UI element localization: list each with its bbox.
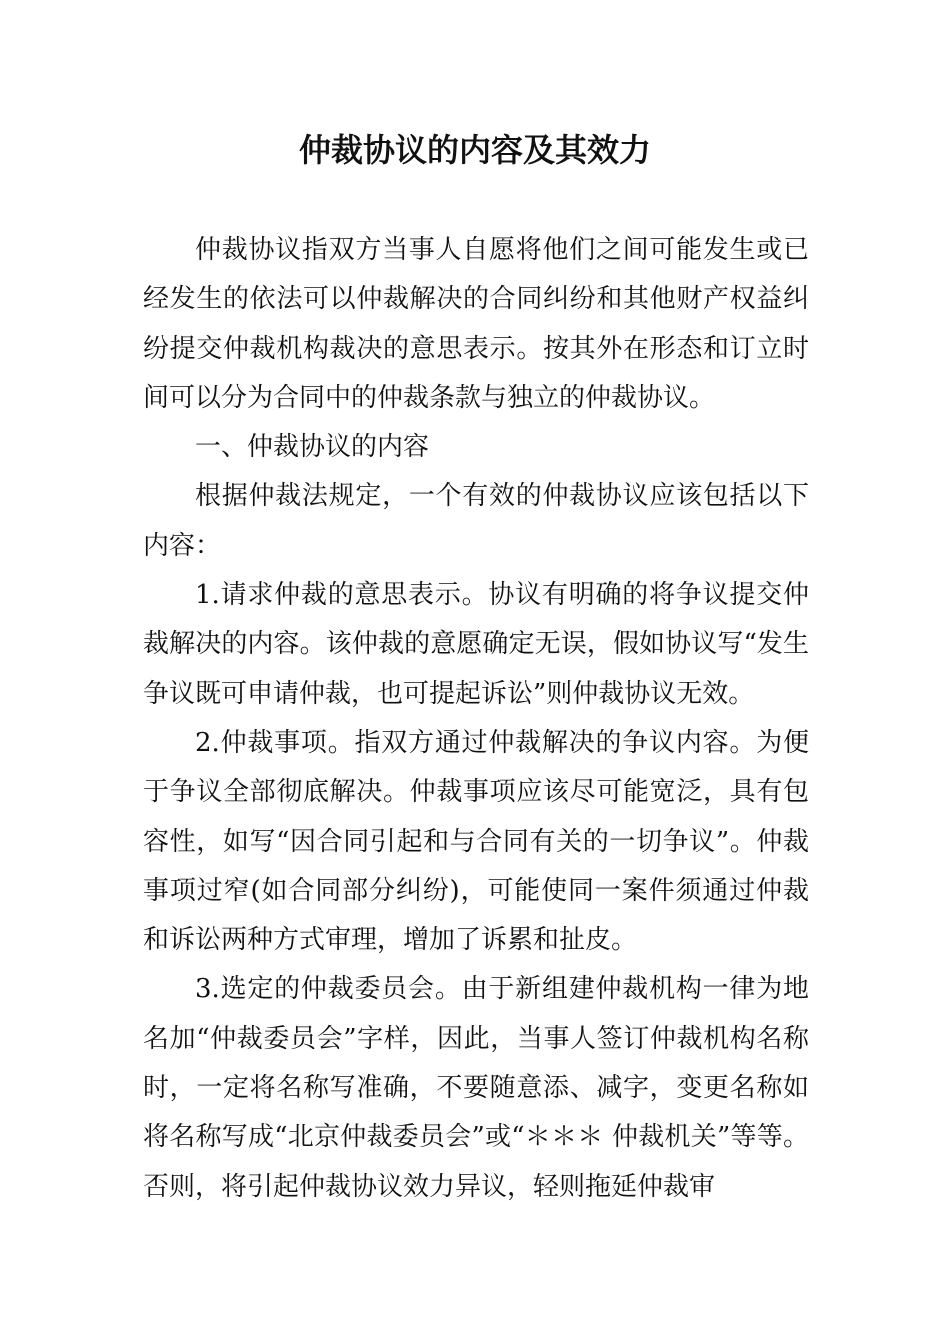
section-heading-contents: 一、仲裁协议的内容 (195, 432, 430, 463)
paragraph-definition: 仲裁协议指双方当事人自愿将他们之间可能发生或已经发生的依法可以仲裁解决的合同纠纷和其他财产权益纠纷提交仲裁机构裁决的意思表示。按其外在形态和订立时间可以分为合同中的仲裁条款与独立的仲裁协议。 (143, 235, 809, 413)
paragraph-requirements: 根据仲裁法规定，一个有效的仲裁协议应该包括以下内容： (143, 481, 809, 561)
paragraph-item-3: 3.选定的仲裁委员会。由于新组建仲裁机构一律为地名加“仲裁委员会”字样，因此，当事人签订仲裁机构名称时，一定将名称写准确，不要随意添、减字，变更名称如将名称写成“北京仲裁委员会”或“＊＊＊ 仲裁机关”等等。否则，将引起仲裁协议效力异议，轻则拖延仲裁审 (143, 974, 809, 1202)
paragraph-item-2: 2.仲裁事项。指双方通过仲裁解决的争议内容。为便于争议全部彻底解决。仲裁事项应该尽可能宽泛，具有包容性，如写“因合同引起和与合同有关的一切争议”。仲裁事项过窄(如合同部分纠纷)，可能使同一案件须通过仲裁和诉讼两种方式审理，增加了诉累和扯皮。 (143, 727, 809, 956)
document-title: 仲裁协议的内容及其效力 (298, 131, 651, 169)
paragraph-item-1: 1.请求仲裁的意思表示。协议有明确的将争议提交仲裁解决的内容。该仲裁的意愿确定无误，假如协议写“发生争议既可申请仲裁，也可提起诉讼”则仲裁协议无效。 (143, 580, 809, 709)
document-body (143, 226, 809, 1212)
